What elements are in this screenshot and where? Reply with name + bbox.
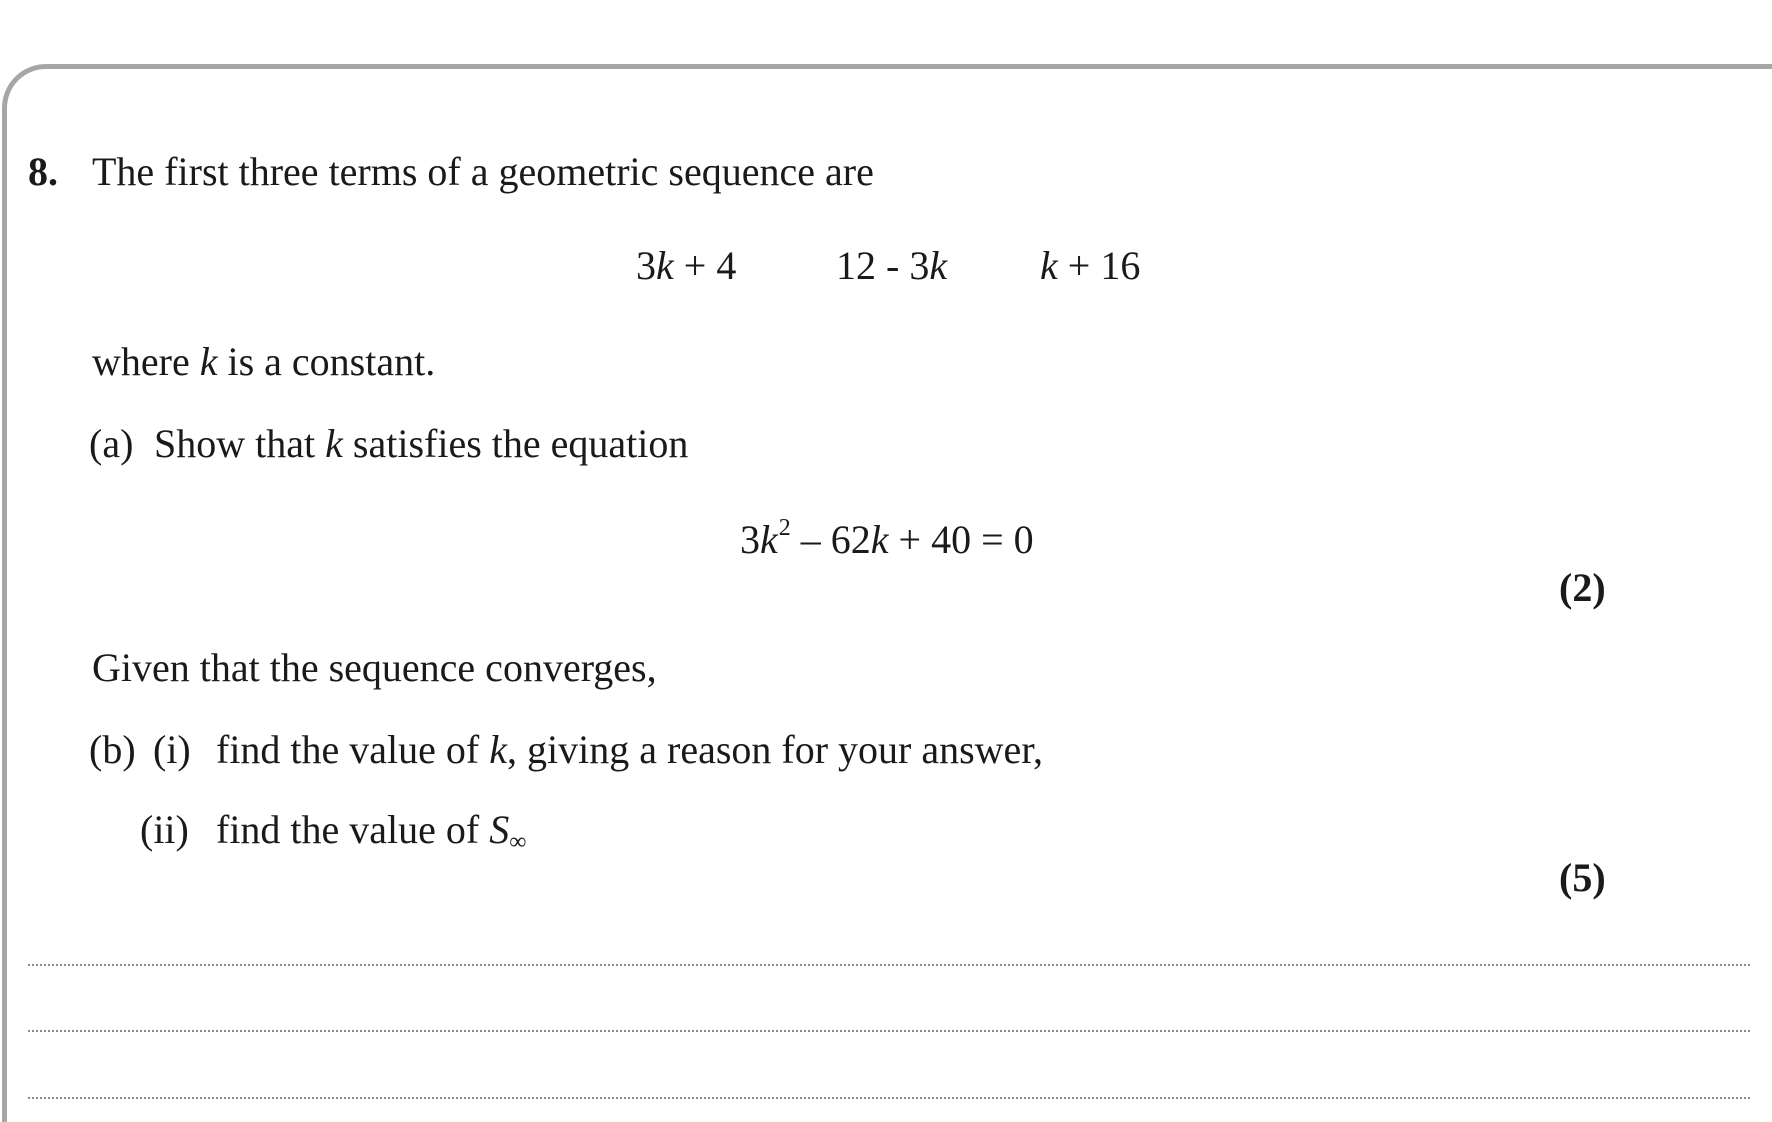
part-a-marks: (2) [1559,565,1606,610]
answer-line [28,1030,1750,1032]
answer-line [28,964,1750,966]
sequence-term-1: 3k + 4 [636,243,737,288]
where-clause: where k is a constant. [92,339,436,384]
part-a-text: Show that k satisfies the equation [154,421,689,466]
answer-line [28,1097,1750,1099]
quadratic-equation: $3k^2 - 62k + 40 = 0$ [740,515,1034,562]
question-number: 8. [28,149,58,194]
part-b-i-text: find the value of k, giving a reason for your answer, [216,727,1044,772]
sequence-term-2: 12 - 3k [836,243,948,288]
part-b-ii-text: find the value of $S_\infty$ [216,807,527,855]
part-b-i-label: (i) [153,727,191,772]
given-statement: Given that the sequence converges, [92,645,657,690]
part-b-ii-label: (ii) [140,807,189,852]
question-intro: The first three terms of a geometric sequence are [92,149,874,194]
part-b-marks: (5) [1559,855,1606,900]
part-a-label: (a) [89,421,134,466]
sequence-term-3: k + 16 [1040,243,1141,288]
part-b-label: (b) [89,727,136,772]
